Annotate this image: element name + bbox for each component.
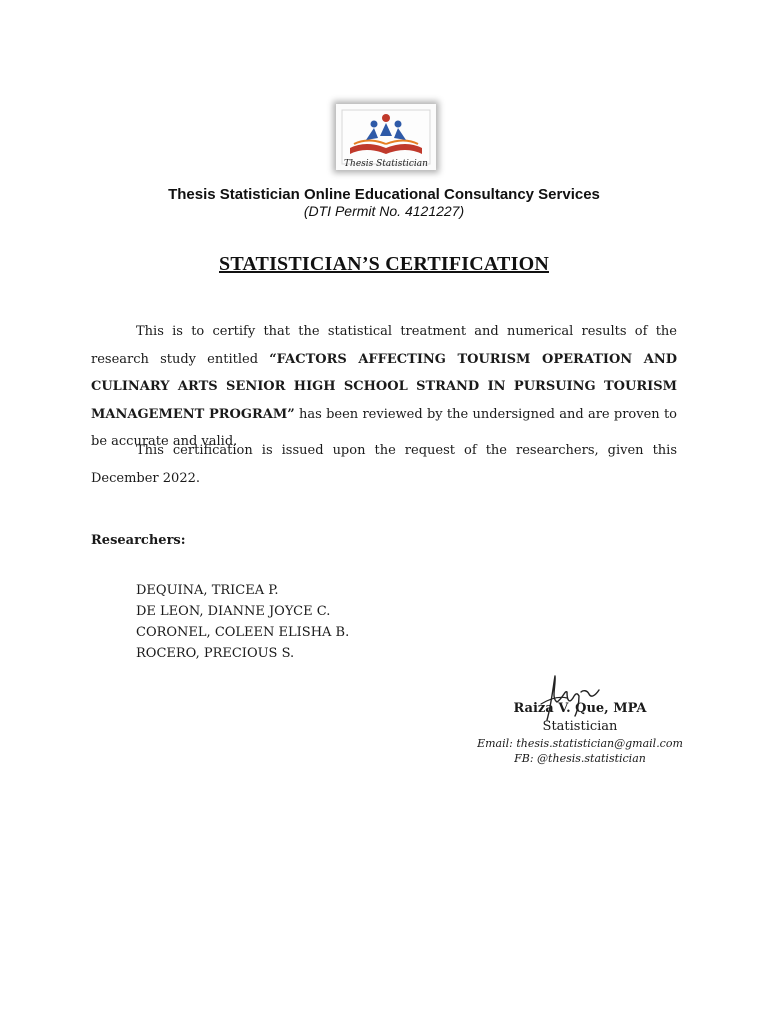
signatory-role: Statistician	[542, 719, 618, 734]
researcher-name: DE LEON, DIANNE JOYCE C.	[136, 604, 331, 619]
researchers-heading: Researchers:	[91, 533, 186, 548]
certification-paragraph	[91, 318, 677, 456]
researcher-name: ROCERO, PRECIOUS S.	[136, 646, 295, 661]
organization-name: Thesis Statistician Online Educational Consultancy Services	[168, 186, 600, 203]
researcher-name: DEQUINA, TRICEA P.	[136, 583, 279, 598]
handwritten-signature	[537, 668, 603, 724]
certificate-title: STATISTICIAN’S CERTIFICATION	[219, 253, 549, 275]
logo-text: Thesis Statistician	[344, 159, 428, 169]
signatory-email: Email: thesis.statistician@gmail.com	[477, 737, 683, 750]
company-logo	[336, 104, 436, 170]
request-paragraph: This certification is issued upon the request of the researchers, given this December 2022.	[91, 443, 677, 486]
permit-number: (DTI Permit No. 4121227)	[303, 203, 465, 219]
paragraph-end: has been reviewed by the undersigned and are proven to be accurate and valid.	[91, 406, 677, 449]
signatory-name: Raiza V. Que, MPA	[513, 701, 647, 716]
study-title: “FACTORS AFFECTING TOURISM OPERATION AND CULINARY ARTS SENIOR HIGH SCHOOL STRAND IN PURSUING TOURISM MANAGEMENT PROGRAM”	[91, 351, 677, 422]
paragraph-intro: This is to certify that the statistical treatment and numerical results of the research study entitled	[91, 324, 677, 367]
signatory-facebook: FB: @thesis.statistician	[514, 752, 646, 765]
researchers-list	[136, 580, 349, 664]
researcher-name: CORONEL, COLEEN ELISHA B.	[136, 625, 350, 640]
